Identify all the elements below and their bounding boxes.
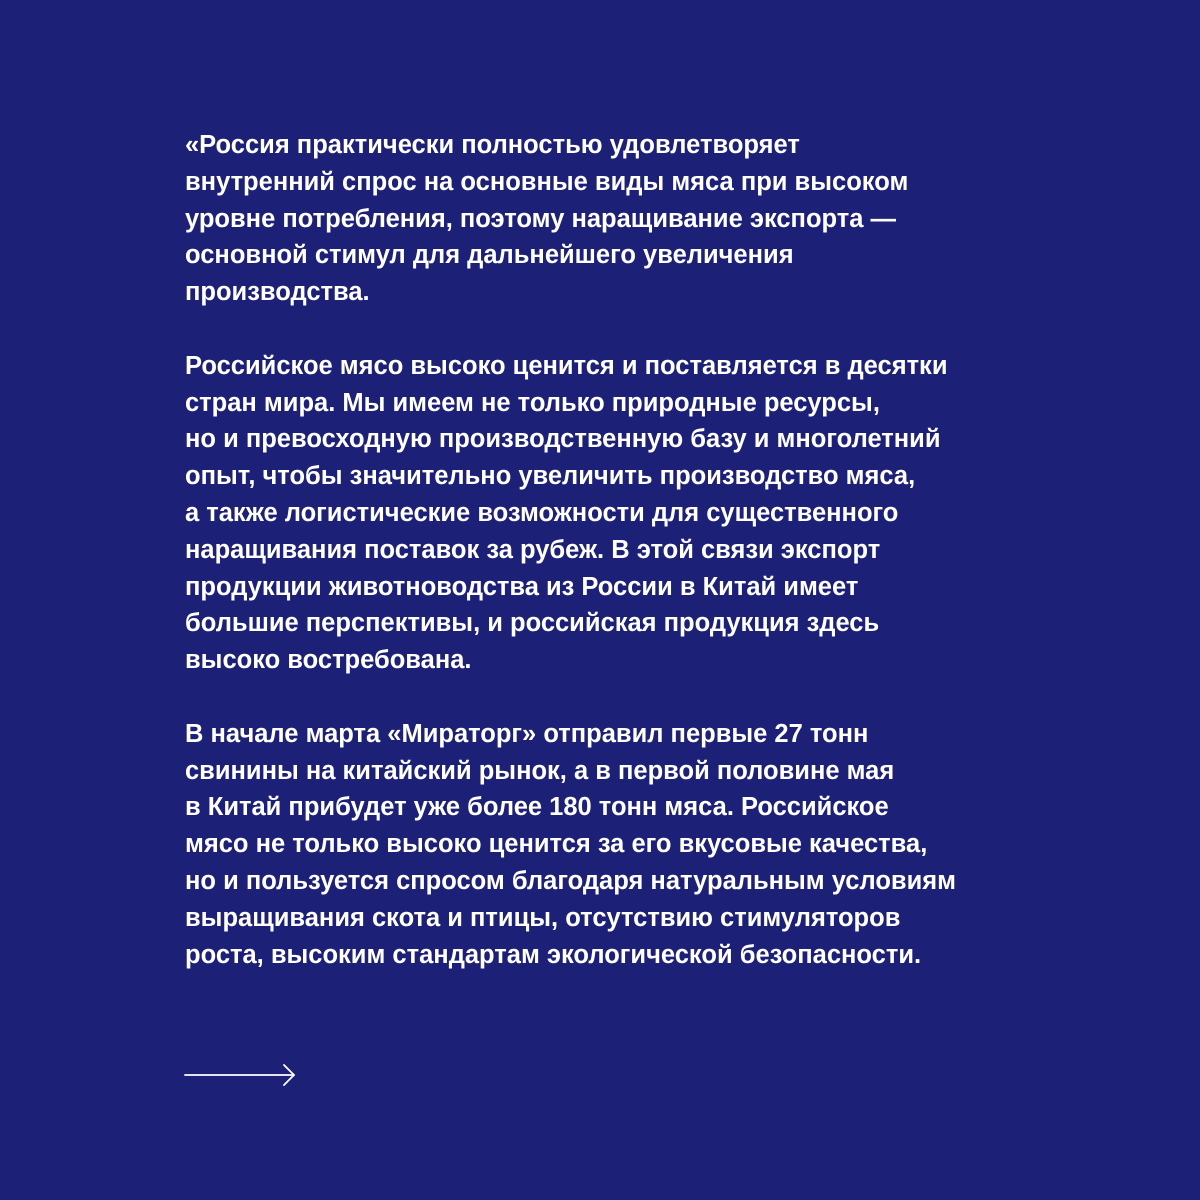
quote-paragraph-1 — [185, 127, 1065, 311]
text-line: продукции животноводства из России в Китай имеет — [185, 572, 859, 601]
text-line: В начале марта «Мираторг» отправил первые 27 тонн — [185, 719, 869, 748]
next-slide-arrow-icon[interactable] — [184, 1064, 298, 1086]
text-line: стран мира. Мы имеем не только природные ресурсы, — [185, 388, 880, 417]
text-line: выращивания скота и птицы, отсутствию стимуляторов — [185, 903, 901, 932]
text-line: наращивания поставок за рубеж. В этой связи экспорт — [185, 535, 881, 564]
text-line: производства. — [185, 278, 370, 307]
text-line: роста, высоким стандартам экологической безопасности. — [185, 940, 922, 969]
quote-paragraph-2 — [185, 348, 1065, 679]
text-line: опыт, чтобы значительно увеличить производство мяса, — [185, 462, 916, 491]
text-line: уровне потребления, поэтому наращивание экспорта — — [185, 204, 897, 233]
text-line: большие перспективы, и российская продукция здесь — [185, 609, 880, 638]
text-line: в Китай прибудет уже более 180 тонн мяса. Российское — [185, 793, 889, 822]
text-line: внутренний спрос на основные виды мяса при высоком — [185, 167, 909, 196]
text-line: высоко востребована. — [185, 646, 472, 675]
quote-paragraph-3 — [185, 716, 1065, 974]
quote-content — [185, 127, 1065, 973]
text-line: но и превосходную производственную базу и многолетний — [185, 425, 941, 454]
text-line: свинины на китайский рынок, а в первой половине мая — [185, 756, 895, 785]
text-line: основной стимул для дальнейшего увеличения — [185, 241, 794, 270]
text-line: мясо не только высоко ценится за его вкусовые качества, — [185, 830, 928, 859]
text-line: Российское мясо высоко ценится и поставляется в десятки — [185, 351, 948, 380]
arrow-right-icon — [184, 1064, 298, 1086]
text-line: но и пользуется спросом благодаря натуральным условиям — [185, 866, 957, 895]
text-line: а также логистические возможности для существенного — [185, 498, 899, 527]
text-line: «Россия практически полностью удовлетворяет — [185, 131, 800, 159]
